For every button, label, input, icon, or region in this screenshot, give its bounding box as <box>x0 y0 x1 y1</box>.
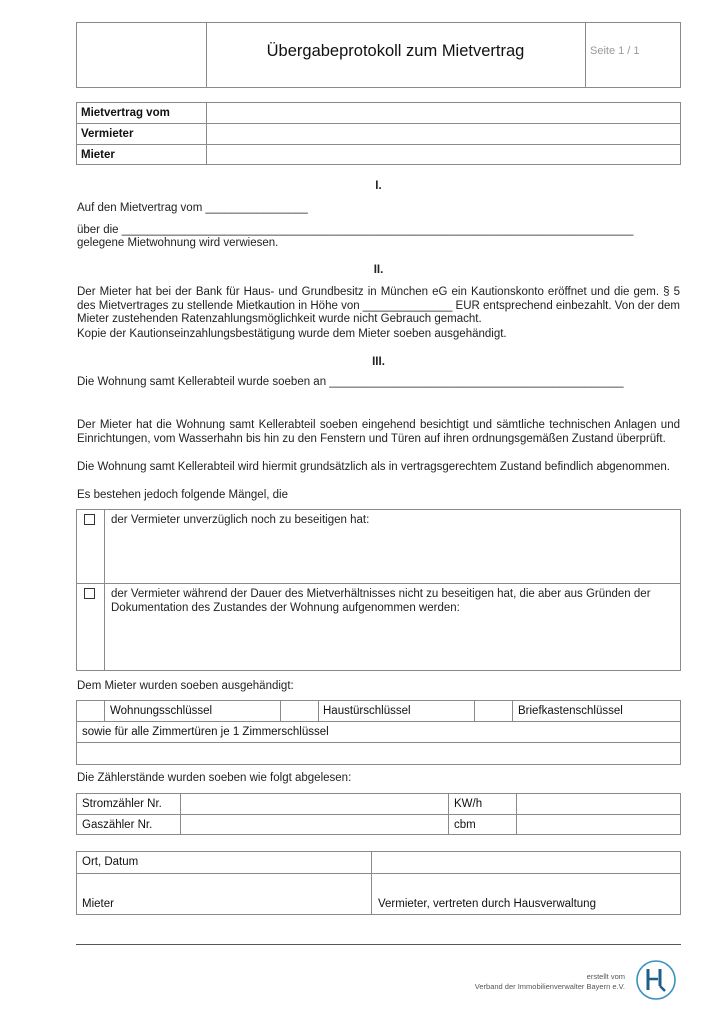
info-label-landlord: Vermieter <box>81 128 134 140</box>
section-1-line-1: Auf den Mietvertrag vom ________________ <box>77 202 308 214</box>
signature-table-divider <box>371 851 372 915</box>
info-label-tenant: Mieter <box>81 149 115 161</box>
section-heading-3: III. <box>372 356 385 368</box>
info-table-rule-2 <box>76 144 681 145</box>
meters-col-2 <box>448 793 449 835</box>
power-meter-label: Stromzähler Nr. <box>82 798 162 810</box>
power-meter-unit: KW/h <box>454 798 483 810</box>
keys-col-3 <box>318 700 319 721</box>
defect-immediate-label: der Vermieter unverzüglich noch zu beseitigen hat: <box>111 514 370 526</box>
meters-col-1 <box>180 793 181 835</box>
info-label-contract-date: Mietvertrag vom <box>81 107 170 119</box>
section-2-deposit-text: Der Mieter hat bei der Bank für Haus- und Grundbesitz in München eG ein Kautionskonto eröffnet und die gem. § 5 des Mietvertrages zu stellende Mietkaution in Höhe von ______________ EUR entsprechend einbezahlt. Von der dem Mieter zustehenden Ratenzahlungsmöglichkeit wurde nicht Gebrauch gemacht. <box>77 286 680 325</box>
meters-intro: Die Zählerstände wurden soeben wie folgt abgelesen: <box>77 772 352 784</box>
key-room-doors-label: sowie für alle Zimmertüren je 1 Zimmerschlüssel <box>82 726 329 738</box>
footer-rule <box>76 944 681 945</box>
gas-meter-unit: cbm <box>454 819 476 831</box>
key-apartment-label: Wohnungsschlüssel <box>110 705 213 717</box>
keys-col-5 <box>512 700 513 721</box>
defect-immediate-checkbox[interactable] <box>84 514 95 525</box>
defects-table-divider <box>104 509 105 671</box>
signature-table-rule <box>76 873 681 874</box>
place-date-label: Ort, Datum <box>82 856 139 868</box>
section-heading-2: II. <box>373 264 384 276</box>
meters-table-rule <box>76 814 681 815</box>
keys-col-4 <box>474 700 475 721</box>
association-logo <box>634 958 678 1002</box>
keys-table-rule-1 <box>76 721 681 722</box>
info-table-rule-1 <box>76 123 681 124</box>
header-divider-right <box>585 22 586 88</box>
defects-table-rule <box>76 583 681 584</box>
gas-meter-label: Gaszähler Nr. <box>82 819 153 831</box>
section-heading-1: I. <box>375 180 382 192</box>
page-number: Seite 1 / 1 <box>590 45 640 57</box>
landlord-signature-label: Vermieter, vertreten durch Hausverwaltung <box>378 898 596 910</box>
keys-intro: Dem Mieter wurden soeben ausgehändigt: <box>77 680 294 692</box>
defect-documented-label: der Vermieter während der Dauer des Mietverhältnisses nicht zu beseitigen hat, die aber aus Gründen der Dokumentation des Zustandes der Wohnung aufgenommen werden: <box>111 588 651 614</box>
footer-line-2: Verband der Immobilienverwalter Bayern e.V. <box>474 981 625 991</box>
document-title: Übergabeprotokoll zum Mietvertrag <box>266 42 525 60</box>
footer-line-1: erstellt vom <box>586 972 625 981</box>
defect-documented-checkbox[interactable] <box>84 588 95 599</box>
section-1-line-3: gelegene Mietwohnung wird verwiesen. <box>77 237 279 249</box>
section-2-copy-text: Kopie der Kautionseinzahlungsbestätigung wurde dem Mieter soeben ausgehändigt. <box>77 328 507 340</box>
keys-col-1 <box>104 700 105 721</box>
keys-table-rule-2 <box>76 742 681 743</box>
section-3-defects-intro: Es bestehen jedoch folgende Mängel, die <box>77 489 288 501</box>
section-3-acceptance-text: Die Wohnung samt Kellerabteil wird hiermit grundsätzlich als in vertragsgerechtem Zustand befindlich abgenommen. <box>77 461 670 473</box>
tenant-signature-label: Mieter <box>82 898 114 910</box>
key-front-door-label: Haustürschlüssel <box>323 705 411 717</box>
association-logo-icon <box>634 958 678 1002</box>
info-table-divider <box>206 102 207 165</box>
key-mailbox-label: Briefkastenschlüssel <box>518 705 623 717</box>
section-3-inspection-text: Der Mieter hat die Wohnung samt Kellerabteil soeben eingehend besichtigt und sämtliche technischen Anlagen und Einrichtungen, vom Wasserhahn bis hin zu den Fenstern und Türen auf ihren ordnungsgemäßen Zustand überprüft. <box>77 419 680 445</box>
keys-col-2 <box>280 700 281 721</box>
meters-col-3 <box>516 793 517 835</box>
section-3-handover-line: Die Wohnung samt Kellerabteil wurde soeben an ______________________________________________ <box>77 376 624 388</box>
footer-created-by <box>380 972 625 991</box>
section-1-line-2: über die ________________________________________________________________________________ <box>77 224 634 236</box>
